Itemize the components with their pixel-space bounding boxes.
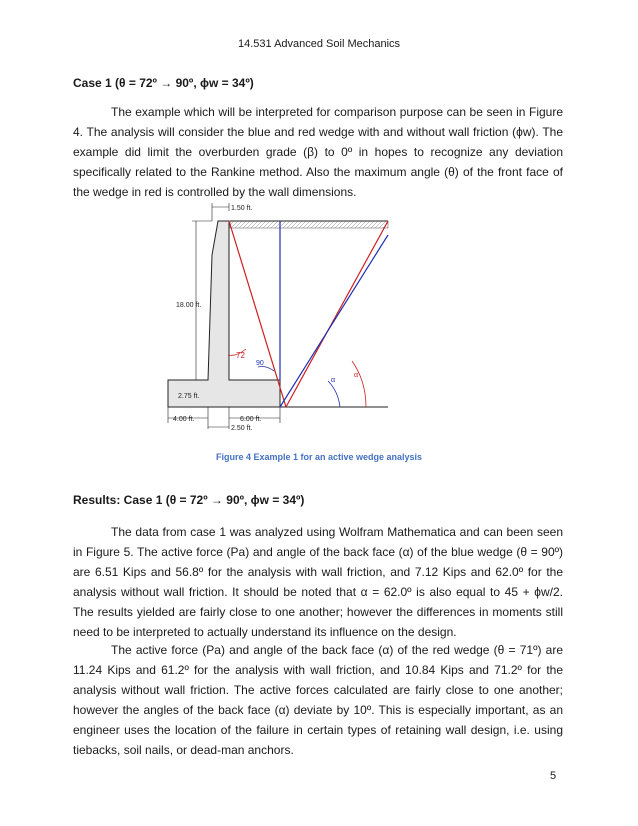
red-wedge-front	[229, 221, 286, 407]
section-heading-results: Results: Case 1 (θ = 72º → 90º, ϕw = 34º)	[73, 493, 305, 507]
figure-caption: Figure 4 Example 1 for an active wedge analysis	[215, 452, 423, 462]
dim-stem-label: 2.50 ft.	[231, 425, 253, 432]
retaining-wall	[168, 221, 280, 407]
page-header: 14.531 Advanced Soil Mechanics	[237, 38, 401, 50]
paragraph-results-blue: The data from case 1 was analyzed using Wolfram Mathematica and can been seen in Figure 5. The active force (Pa) and angle of the back face (α) of the blue wedge (θ = 90º) are 6.51 Kips and 56.8º for the analysis with wall friction, and 7.12 Kips and 62.0º for the analysis without wall friction. It should be noted that α = 62.0º is also equal to 45 + ϕw/2. The results yielded are fairly close to one another; however the differences in moments still need to be interpreted to actually understand its influence on the design.	[73, 525, 563, 639]
paragraph-intro: The example which will be interpreted for comparison purpose can be seen in Figure 4. The analysis will consider the blue and red wedge with and without wall friction (ϕw). The example did limit the overburden grade (β) to 0º in hopes to recognize any deviation specifically related to the Rankine method. Also the maximum angle (θ) of the front face of the wedge in red is controlled by the wall dimensions.	[73, 105, 563, 199]
red-angle-label: 72	[236, 351, 245, 360]
blue-alpha-label: α	[331, 377, 336, 384]
page-number: 5	[550, 770, 557, 782]
red-wedge-back	[286, 221, 388, 407]
dim-toe-label: 4.00 ft.	[173, 416, 195, 423]
retaining-wall-figure	[0, 195, 638, 445]
blue-angle-arc	[258, 367, 274, 372]
ground-surface-hatch	[230, 221, 388, 228]
paragraph-results-red: The active force (Pa) and angle of the back face (α) of the red wedge (θ = 71º) are 11.24 Kips and 61.2º for the analysis with wall friction, and 10.84 Kips and 71.2º for the analysis without wall friction. The active forces calculated are fairly close to one another; however the angles of the back face (α) deviate by 10º. This is especially important, as an engineer uses the location of the failure in certain types of retaining wall design, i.e. using tiebacks, soil nails, or dead-man anchors.	[73, 643, 563, 757]
red-alpha-arc	[352, 361, 366, 407]
section-heading-case1: Case 1 (θ = 72º → 90º, ϕw = 34º)	[73, 76, 254, 90]
dim-top-label: 1.50 ft.	[231, 205, 253, 212]
blue-alpha-arc	[328, 381, 340, 407]
dim-heel-label: 6.00 ft.	[240, 416, 262, 423]
dim-height-label: 18.00 ft.	[176, 302, 202, 309]
blue-angle-label: 90	[256, 360, 264, 367]
red-alpha-label: α	[354, 372, 359, 379]
dim-base-label: 2.75 ft.	[178, 393, 200, 400]
